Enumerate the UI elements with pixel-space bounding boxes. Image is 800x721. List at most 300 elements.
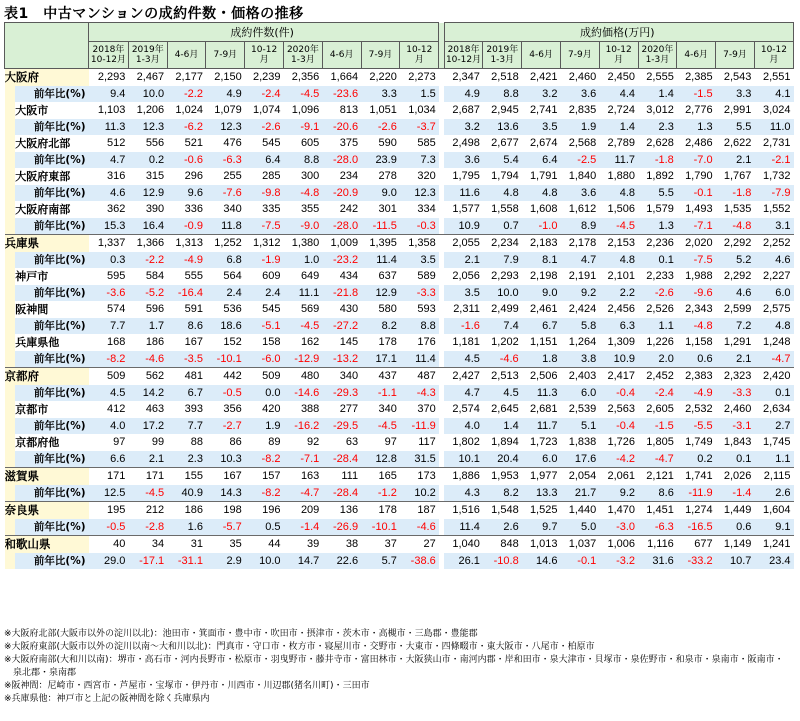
value-cell: 2,991 [723,104,752,117]
value-cell: 12.5 [89,485,129,502]
value-cell: 255 [223,170,242,183]
value-cell: 2,687 [452,104,480,117]
value-cell: 0.6 [677,351,716,368]
indent-band [5,451,16,468]
value-cell: 2,681 [529,403,558,416]
value-cell: 2.4 [206,285,245,302]
yoy-row [5,285,794,302]
value-cell: 277 [339,403,359,416]
value-cell: 476 [223,137,242,150]
price-period-header: 7-9月 [560,42,599,69]
value-cell: 1,794 [491,170,519,183]
value-cell: -4.5 [599,218,638,235]
value-cell: 2.3 [167,451,206,468]
value-cell: 38 [322,536,361,553]
value-cell: -0.9 [167,218,206,235]
value-cell: 173 [400,468,439,485]
value-cell: 171 [89,468,129,485]
value-cell: 12.8 [361,451,400,468]
value-cell: 1,274 [677,502,716,519]
yoy-row [5,185,794,202]
value-cell: 2,293 [89,69,129,86]
indent-band [5,301,16,318]
value-cell: 10.9 [599,351,638,368]
value-cell: 2,575 [762,303,791,316]
value-cell: -16.4 [167,285,206,302]
prefecture-name: 京都府 [5,368,89,385]
value-cell: 2.2 [599,285,638,302]
value-cell: 63 [345,436,359,449]
value-cell: 4.0 [89,418,129,435]
value-cell: 12.9 [128,185,167,202]
value-cell: 34 [128,536,167,553]
value-cell: -6.3 [638,519,677,536]
value-cell: 2,150 [206,69,245,86]
indent-band [5,318,16,335]
value-cell: 463 [145,403,165,416]
value-cell: -2.5 [560,152,599,169]
area-name: 京都市 [15,401,88,418]
value-cell: -1.5 [677,86,716,103]
value-cell: -2.6 [245,119,284,136]
value-cell: 8.6 [638,485,677,502]
value-cell: 1,741 [677,468,716,485]
value-cell: -5.2 [128,285,167,302]
value-cell: 8.2 [483,485,522,502]
value-cell: 2.0 [638,351,677,368]
value-cell: 11.7 [522,418,561,435]
value-cell: -0.5 [89,519,129,536]
value-cell: 20.4 [483,451,522,468]
value-cell: 2.1 [716,351,755,368]
value-cell: 2,452 [638,368,677,385]
value-cell: 6.4 [522,152,561,169]
yoy-label: 前年比(%) [15,418,88,435]
value-cell: 2,056 [452,270,480,283]
count-period-header: 2018年 10-12月 [89,42,129,69]
value-cell: 8.8 [400,318,439,335]
value-cell: 22.6 [322,553,361,570]
city-row [5,201,794,218]
value-cell: 2,177 [167,69,206,86]
value-cell: -8.2 [89,351,129,368]
value-cell: 2,555 [638,69,677,86]
value-cell: -3.2 [599,553,638,570]
value-cell: -4.9 [677,385,716,402]
value-cell: 35 [206,536,245,553]
value-cell: 0.3 [89,252,129,269]
value-cell: 2,323 [716,368,755,385]
value-cell: 5.7 [361,553,400,570]
value-cell: 1,525 [522,502,561,519]
value-cell: 2.3 [638,119,677,136]
value-cell: 4.6 [754,252,793,269]
value-cell: 14.6 [522,553,561,570]
value-cell: 2,543 [716,69,755,86]
prefecture-name: 奈良県 [5,502,89,519]
corner-cell [5,23,89,69]
value-cell: 2,677 [491,137,519,150]
value-cell: -9.1 [284,119,323,136]
value-cell: 556 [145,137,165,150]
value-cell: -6.2 [167,119,206,136]
area-name: 阪神間 [15,301,88,318]
value-cell: 2,574 [452,403,480,416]
value-cell: -20.6 [322,119,361,136]
yoy-label: 前年比(%) [15,553,88,570]
value-cell: -7.5 [245,218,284,235]
value-cell: 0.1 [716,451,755,468]
value-cell: 420 [262,403,281,416]
value-cell: 11.1 [284,285,323,302]
value-cell: -0.5 [206,385,245,402]
value-cell: 40 [89,536,129,553]
value-cell: -33.2 [677,553,716,570]
value-cell: 9.0 [522,285,561,302]
value-cell: -11.9 [400,418,439,435]
value-cell: 1.1 [754,451,793,468]
value-cell: 1,103 [97,104,126,117]
value-cell: 1.5 [400,86,439,103]
value-cell: 5.5 [638,185,677,202]
value-cell: 162 [300,336,320,349]
yoy-row [5,218,794,235]
city-row [5,401,794,418]
value-cell: -5.5 [677,418,716,435]
value-cell: 15.3 [89,218,129,235]
value-cell: 1,880 [607,170,636,183]
value-cell: 2,499 [491,303,519,316]
value-cell: 1,451 [638,502,677,519]
value-cell: 31.5 [400,451,439,468]
value-cell: -3.1 [716,418,755,435]
yoy-row [5,252,794,269]
yoy-row [5,485,794,502]
value-cell: 649 [300,270,320,283]
value-cell: -10.8 [483,553,522,570]
count-period-header: 4-6月 [167,42,206,69]
value-cell: 487 [400,368,439,385]
value-cell: 545 [262,303,281,316]
value-cell: 0.7 [483,218,522,235]
area-name: 大阪府東部 [15,168,88,185]
value-cell: 4.4 [599,86,638,103]
value-cell: 1,149 [716,536,755,553]
value-cell: 6.0 [522,451,561,468]
value-cell: 315 [145,170,165,183]
value-cell: 574 [107,303,126,316]
indent-band [5,86,16,103]
value-cell: 2,628 [646,137,674,150]
value-cell: 27 [400,536,439,553]
value-cell: 2,456 [607,303,636,316]
value-cell: 10.3 [206,451,245,468]
value-cell: 163 [284,468,323,485]
value-cell: 9.2 [560,285,599,302]
value-cell: 1,579 [646,203,674,216]
value-cell: -11.9 [677,485,716,502]
value-cell: 6.7 [167,385,206,402]
value-cell: 10.0 [483,285,522,302]
value-cell: -4.6 [483,351,522,368]
value-cell: 813 [339,104,359,117]
value-cell: 1,977 [522,468,561,485]
value-cell: 3.6 [444,152,483,169]
value-cell: 2,498 [452,137,480,150]
value-cell: -1.6 [444,318,483,335]
value-cell: 17.2 [128,418,167,435]
value-cell: 2,645 [491,403,519,416]
value-cell: 2,674 [529,137,558,150]
value-cell: 1.3 [638,218,677,235]
value-cell: 4.8 [522,185,561,202]
value-cell: 4.9 [206,86,245,103]
value-cell: -8.2 [245,485,284,502]
value-cell: 2,239 [245,69,284,86]
value-cell: 0.0 [245,385,284,402]
value-cell: 5.4 [483,152,522,169]
yoy-row [5,519,794,536]
value-cell: 536 [223,303,242,316]
value-cell: -0.1 [560,553,599,570]
value-cell: 1.8 [522,351,561,368]
value-cell: 1,034 [408,104,436,117]
value-cell: 158 [262,336,281,349]
value-cell: -4.5 [128,485,167,502]
value-cell: -13.2 [322,351,361,368]
yoy-row [5,385,794,402]
value-cell: 1,723 [529,436,558,449]
count-period-header: 10-12 月 [245,42,284,69]
value-cell: 29.0 [89,553,129,570]
count-period-header: 2019年 1-3月 [128,42,167,69]
value-cell: 2,427 [444,368,483,385]
value-cell: 21.7 [560,485,599,502]
value-cell: 17.1 [361,351,400,368]
prefecture-name: 滋賀県 [5,468,89,485]
value-cell: -16.2 [284,418,323,435]
value-cell: 1.1 [638,318,677,335]
value-cell: -3.3 [400,285,439,302]
indent-band [5,519,16,536]
value-cell: -4.8 [284,185,323,202]
indent-band [5,418,16,435]
value-cell: 1,805 [646,436,674,449]
value-cell: 3.2 [522,86,561,103]
value-cell: -0.1 [677,185,716,202]
value-cell: 1,024 [175,104,203,117]
value-cell: 99 [151,436,165,449]
value-cell: 2.7 [754,418,793,435]
city-row [5,135,794,152]
value-cell: 3.3 [716,86,755,103]
value-cell: 2.1 [716,152,755,169]
value-cell: -4.9 [167,252,206,269]
value-cell: 677 [677,536,716,553]
price-table [4,22,794,569]
price-period-header: 10-12 月 [599,42,638,69]
value-cell: -1.5 [638,418,677,435]
value-cell: 234 [339,170,359,183]
value-cell: 2,183 [522,235,561,252]
value-cell: 1.6 [167,519,206,536]
value-cell: -5.1 [245,318,284,335]
value-cell: 2.1 [444,252,483,269]
value-cell: 1,516 [444,502,483,519]
value-cell: 16.4 [128,218,167,235]
value-cell: 8.6 [167,318,206,335]
value-cell: 4.0 [444,418,483,435]
value-cell: 580 [378,303,397,316]
value-cell: 595 [107,270,126,283]
value-cell: 584 [145,270,165,283]
indent-band [5,252,16,269]
value-cell: 2,421 [522,69,561,86]
value-cell: 92 [307,436,320,449]
value-cell: 86 [229,436,242,449]
value-cell: -7.9 [754,185,793,202]
value-cell: 14.2 [128,385,167,402]
value-cell: 3.5 [522,119,561,136]
value-cell: 11.3 [89,119,129,136]
value-cell: 3.8 [560,351,599,368]
value-cell: 1,886 [444,468,483,485]
value-cell: 3.2 [444,119,483,136]
value-cell: 356 [223,403,242,416]
value-cell: 1,291 [723,336,752,349]
value-cell: 2,731 [762,137,791,150]
value-cell: 5.2 [716,252,755,269]
value-cell: -14.6 [284,385,323,402]
value-cell: 1,202 [491,336,519,349]
value-cell: 589 [417,270,436,283]
value-cell: -2.2 [167,86,206,103]
value-cell: 6.0 [754,285,793,302]
value-cell: 1,264 [568,336,597,349]
value-cell: 1,309 [607,336,636,349]
yoy-label: 前年比(%) [15,451,88,468]
value-cell: 89 [268,436,281,449]
value-cell: 209 [284,502,323,519]
value-cell: 11.4 [444,519,483,536]
prefecture-row [5,536,794,553]
value-cell: 388 [300,403,320,416]
value-cell: -12.9 [284,351,323,368]
value-cell: 569 [300,303,320,316]
value-cell: 1,790 [685,170,713,183]
value-cell: -4.8 [677,318,716,335]
value-cell: 5.0 [560,519,599,536]
city-row [5,301,794,318]
value-cell: 187 [400,502,439,519]
value-cell: 1,366 [128,235,167,252]
value-cell: 320 [417,170,436,183]
value-cell: 1,158 [685,336,713,349]
table-body [5,23,794,570]
value-cell: 7.7 [167,418,206,435]
value-cell: 3.3 [361,86,400,103]
value-cell: -1.4 [284,519,323,536]
prefecture-name: 兵庫県 [5,235,89,252]
value-cell: 2.4 [245,285,284,302]
prefecture-row [5,69,794,86]
price-header: 成約価格(万円) [444,23,793,42]
value-cell: 152 [223,336,242,349]
value-cell: -3.7 [400,119,439,136]
header-row-2 [5,42,794,69]
value-cell: 2,424 [568,303,597,316]
value-cell: 1,096 [291,104,320,117]
value-cell: 6.0 [560,385,599,402]
footnote-line: 泉北郡・泉南郡 [4,668,77,678]
value-cell: 9.1 [754,519,793,536]
value-cell: 0.6 [716,519,755,536]
value-cell: 10.1 [444,451,483,468]
value-cell: 2,568 [568,137,597,150]
value-cell: 186 [145,336,165,349]
value-cell: 4.8 [483,185,522,202]
yoy-label: 前年比(%) [15,86,88,103]
indent-band [5,218,16,235]
value-cell: 4.6 [89,185,129,202]
price-period-header: 4-6月 [677,42,716,69]
value-cell: 545 [262,137,281,150]
value-cell: 23.4 [754,553,793,570]
value-cell: 390 [145,203,165,216]
value-cell: 26.1 [444,553,483,570]
value-cell: 1,449 [716,502,755,519]
value-cell: 2,945 [491,104,519,117]
value-cell: -3.6 [89,285,129,302]
value-cell: 6.6 [89,451,129,468]
value-cell: 3.5 [444,285,483,302]
value-cell: 555 [184,270,203,283]
value-cell: 4.8 [599,252,638,269]
price-period-header: 10-12 月 [754,42,793,69]
value-cell: 6.8 [206,252,245,269]
value-cell: 11.7 [599,152,638,169]
value-cell: -7.5 [677,252,716,269]
value-cell: 296 [184,170,203,183]
value-cell: -2.2 [128,252,167,269]
value-cell: 2,115 [754,468,793,485]
value-cell: -2.7 [206,418,245,435]
value-cell: 9.6 [167,185,206,202]
price-period-header: 2019年 1-3月 [483,42,522,69]
value-cell: -28.0 [322,218,361,235]
value-cell: 10.9 [444,218,483,235]
value-cell: 13.6 [483,119,522,136]
value-cell: 1,726 [607,436,636,449]
yoy-label: 前年比(%) [15,185,88,202]
value-cell: 1,079 [214,104,242,117]
value-cell: 8.2 [361,318,400,335]
value-cell: 1.3 [677,119,716,136]
value-cell: -1.9 [245,252,284,269]
area-name: 兵庫県他 [15,334,88,351]
value-cell: 1,732 [762,170,791,183]
value-cell: 2,343 [685,303,713,316]
value-cell: 335 [262,203,281,216]
value-cell: 11.0 [754,119,793,136]
city-row [5,268,794,285]
value-cell: 31.6 [638,553,677,570]
value-cell: 186 [167,502,206,519]
value-cell: 4.8 [754,318,793,335]
value-cell: -4.5 [284,318,323,335]
value-cell: 44 [245,536,284,553]
value-cell: -0.6 [167,152,206,169]
